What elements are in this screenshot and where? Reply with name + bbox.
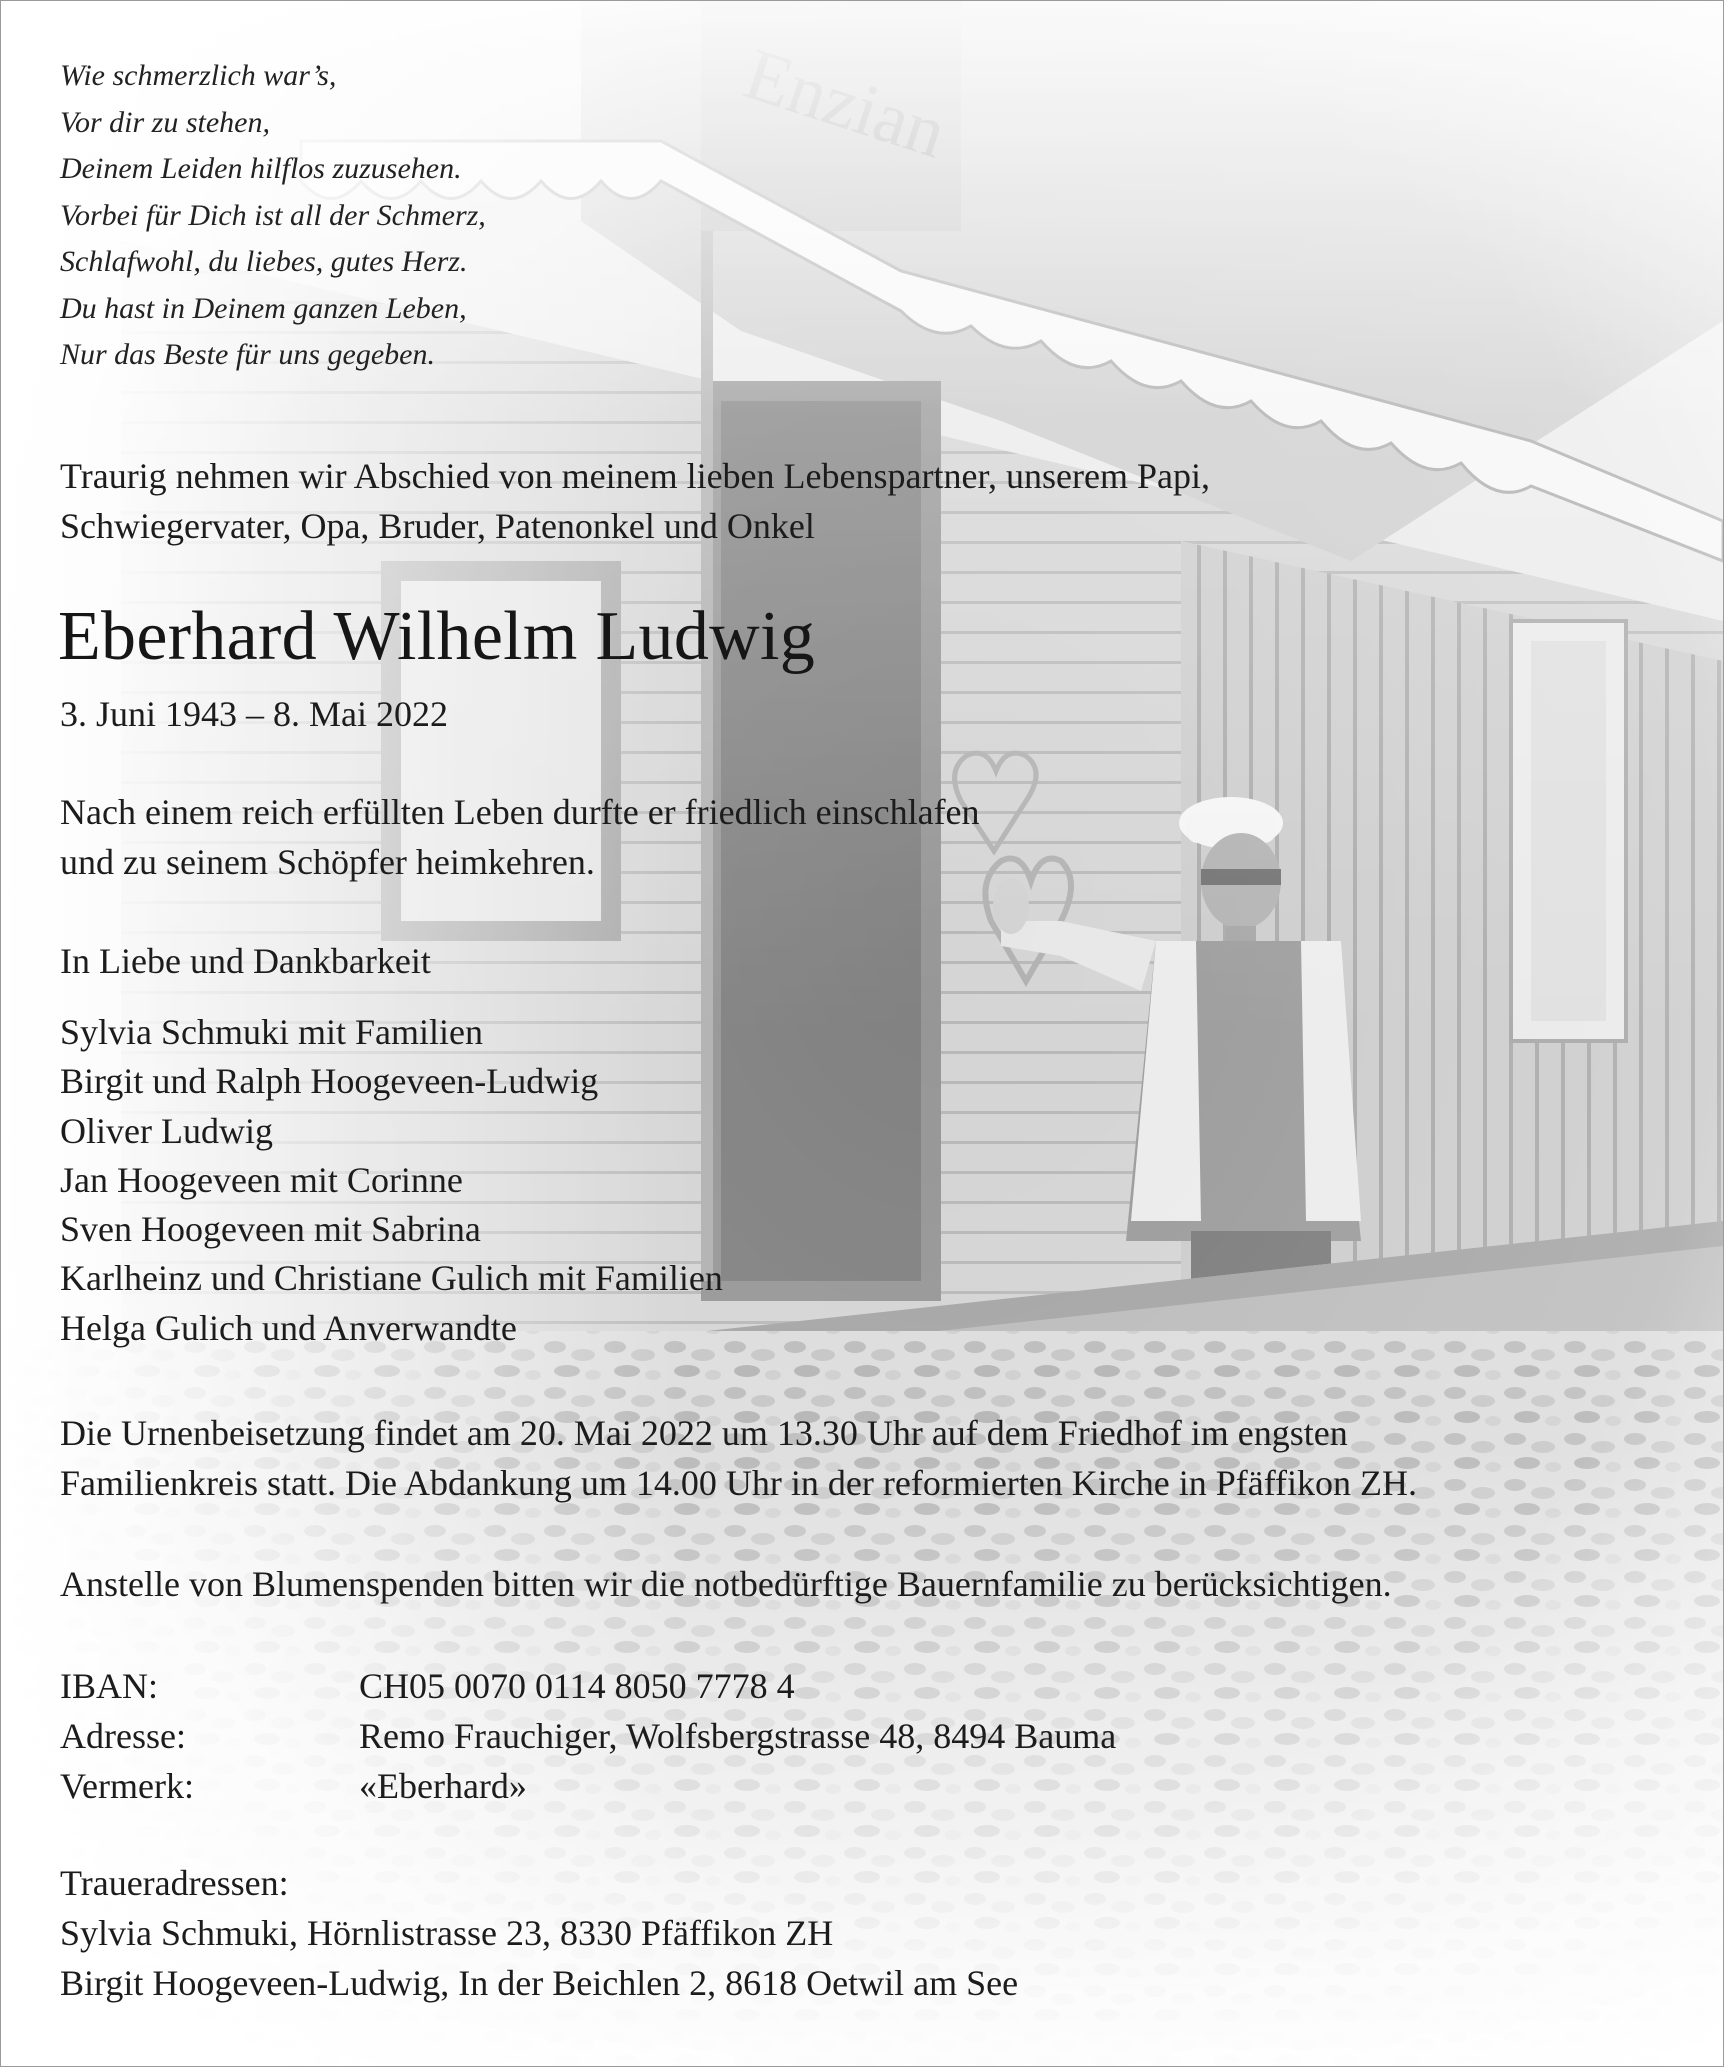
- mourning-addresses: [60, 1858, 1018, 2008]
- intro-text: [60, 451, 1210, 551]
- poem-line: Wie schmerzlich war’s,: [60, 59, 337, 92]
- bank-label: Vermerk:: [60, 1766, 194, 1806]
- quote-line: Nach einem reich erfüllten Leben durfte er friedlich einschlafen: [60, 792, 980, 832]
- deceased-name: Eberhard Wilhelm Ludwig: [58, 598, 816, 675]
- memorial-quote: [60, 787, 980, 887]
- family-member: Karlheinz und Christiane Gulich mit Familien: [60, 1258, 723, 1299]
- life-dates: 3. Juni 1943 – 8. Mai 2022: [60, 694, 449, 734]
- poem-line: Nur das Beste für uns gegeben.: [60, 338, 435, 371]
- poem-line: Deinem Leiden hilflos zuzusehen.: [60, 152, 462, 185]
- family-member: Helga Gulich und Anverwandte: [60, 1307, 517, 1348]
- addresses-title: Traueradressen:: [60, 1863, 289, 1903]
- family-list: [60, 1008, 723, 1353]
- bank-label: Adresse:: [60, 1716, 186, 1756]
- family-member: Sylvia Schmuki mit Familien: [60, 1012, 483, 1052]
- love-line: In Liebe und Dankbarkeit: [60, 941, 431, 981]
- family-member: Birgit und Ralph Hoogeveen-Ludwig: [60, 1061, 599, 1102]
- address-line: Sylvia Schmuki, Hörnlistrasse 23, 8330 Pfäffikon ZH: [60, 1913, 834, 1953]
- burial-line: Familienkreis statt. Die Abdankung um 14.00 Uhr in der reformierten Kirche in Pfäffikon ZH.: [60, 1463, 1418, 1503]
- intro-line: Traurig nehmen wir Abschied von meinem lieben Lebenspartner, unserem Papi,: [60, 456, 1210, 496]
- quote-line: und zu seinem Schöpfer heimkehren.: [60, 842, 595, 882]
- bank-row-address: [60, 1711, 1116, 1761]
- poem-line: Schlafwohl, du liebes, gutes Herz.: [60, 245, 468, 278]
- bank-row-iban: [60, 1661, 1116, 1711]
- poem-line: Vor dir zu stehen,: [60, 105, 270, 139]
- family-member: Sven Hoogeveen mit Sabrina: [60, 1209, 481, 1250]
- family-member: Jan Hoogeveen mit Corinne: [60, 1159, 463, 1200]
- address-line: Birgit Hoogeveen-Ludwig, In der Beichlen 2, 8618 Oetwil am See: [60, 1963, 1019, 2003]
- bank-details: [60, 1661, 1116, 1811]
- family-member: Oliver Ludwig: [60, 1110, 273, 1151]
- burial-line: Die Urnenbeisetzung findet am 20. Mai 2022 um 13.30 Uhr auf dem Friedhof im engsten: [60, 1413, 1348, 1453]
- poem-line: Vorbei für Dich ist all der Schmerz,: [60, 198, 486, 232]
- poem: [60, 53, 486, 379]
- intro-line: Schwiegervater, Opa, Bruder, Patenonkel und Onkel: [60, 506, 815, 546]
- poem-line: Du hast in Deinem ganzen Leben,: [60, 291, 467, 325]
- bank-value: Remo Frauchiger, Wolfsbergstrasse 48, 8494 Bauma: [359, 1716, 1117, 1756]
- bank-value: CH05 0070 0114 8050 7778 4: [359, 1666, 795, 1706]
- burial-info: [60, 1408, 1417, 1508]
- donation-note: Anstelle von Blumenspenden bitten wir die notbedürftige Bauernfamilie zu berücksichtigen.: [60, 1564, 1392, 1604]
- bank-row-note: [60, 1761, 1116, 1811]
- bank-value: «Eberhard»: [359, 1766, 527, 1806]
- bank-label: IBAN:: [60, 1666, 158, 1706]
